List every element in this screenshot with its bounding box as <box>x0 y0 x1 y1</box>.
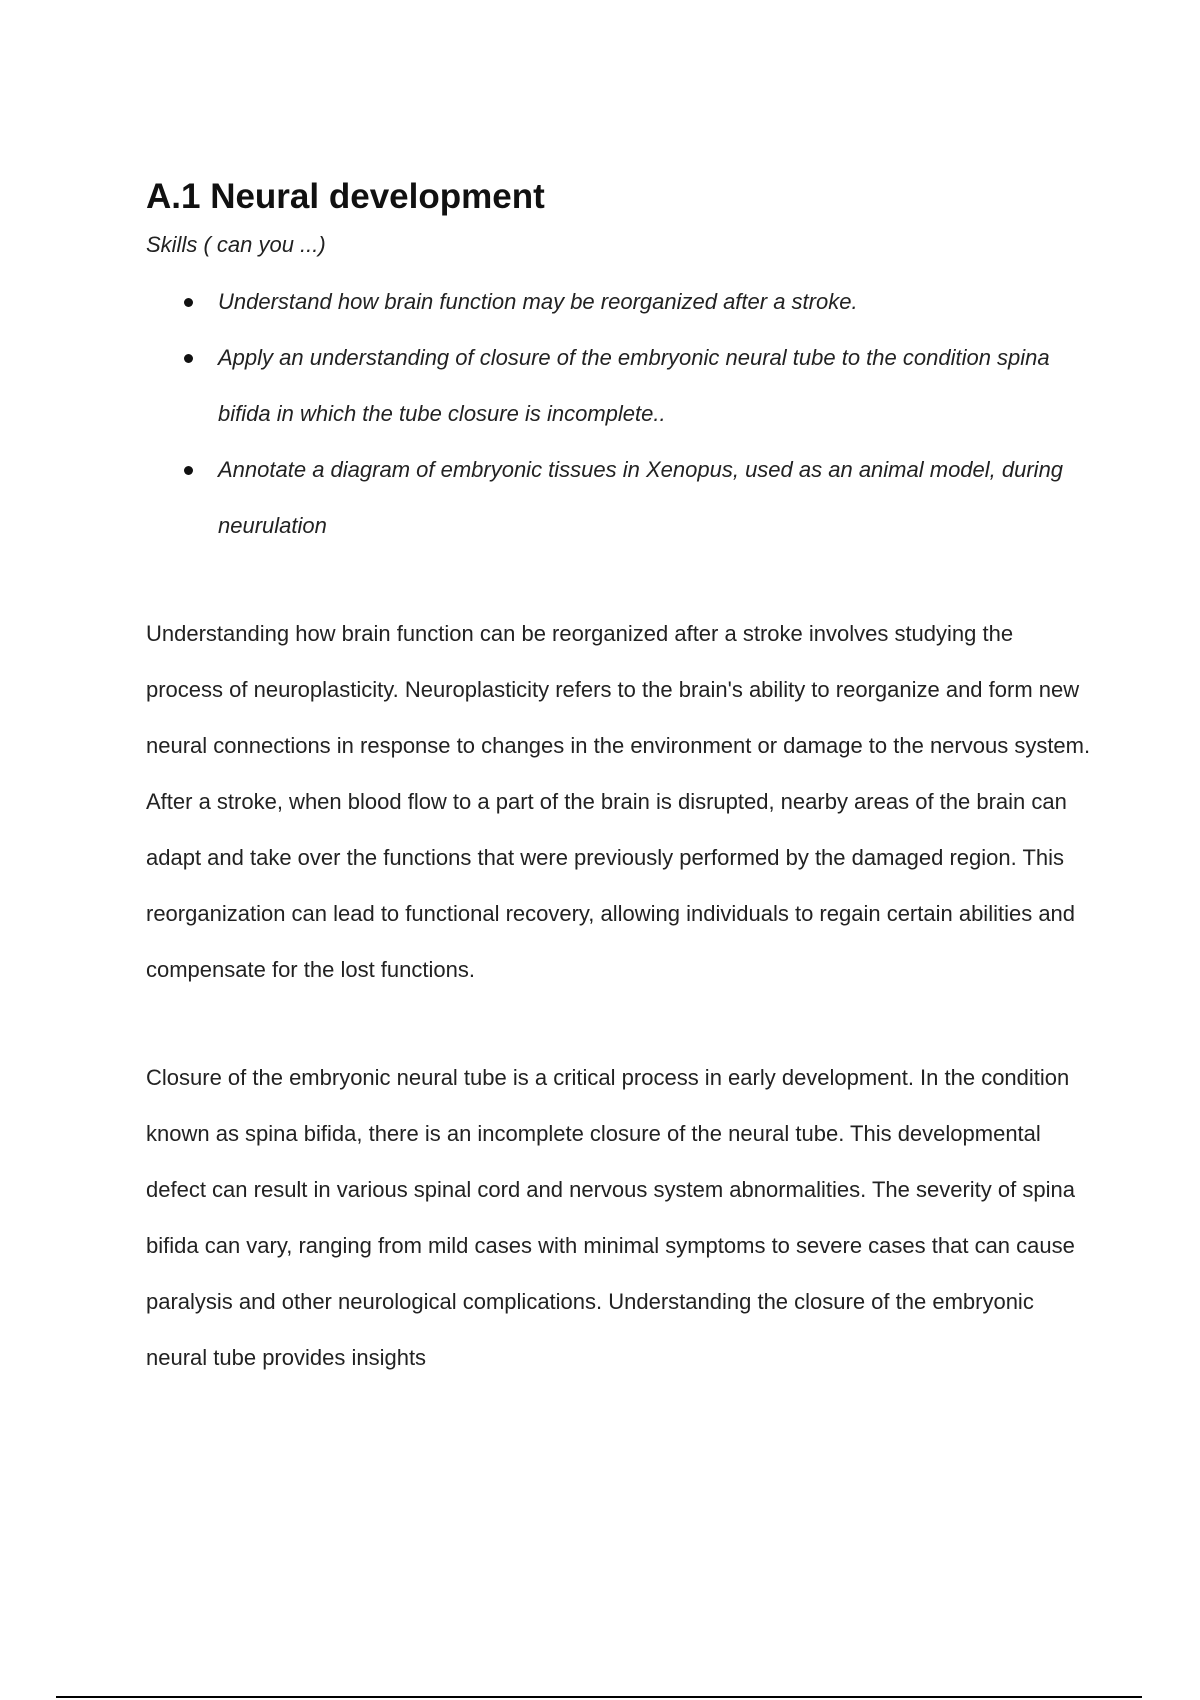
skills-list <box>146 274 1096 554</box>
page-title: A.1 Neural development <box>146 177 545 216</box>
bullet-icon <box>184 298 193 307</box>
bullet-icon <box>184 466 193 475</box>
skills-list-item <box>146 274 1096 330</box>
skills-list-item <box>146 330 1096 442</box>
body-paragraph-spina-bifida: Closure of the embryonic neural tube is a critical process in early development. In the condition known as spina bifida, there is an incomplete closure of the neural tube. This developmental defect can result in various spinal cord and nervous system abnormalities. The severity of spina bifida can vary, ranging from mild cases with minimal symptoms to severe cases that can cause paralysis and other neurological complications. Understanding the closure of the embryonic neural tube provides insights <box>146 1065 1075 1370</box>
bullet-icon <box>184 354 193 363</box>
skills-heading: Skills ( can you ...) <box>146 232 326 257</box>
document-content <box>146 174 1096 1386</box>
skills-item-text: Apply an understanding of closure of the embryonic neural tube to the condition spina bifida in which the tube closure is incomplete.. <box>218 345 1050 426</box>
body-paragraph-stroke-recovery: Understanding how brain function can be reorganized after a stroke involves studying the process of neuroplasticity. Neuroplasticity refers to the brain's ability to reorganize and form new neural connections in response to changes in the environment or damage to the nervous system. After a stroke, when blood flow to a part of the brain is disrupted, nearby areas of the brain can adapt and take over the functions that were previously performed by the damaged region. This reorganization can lead to functional recovery, allowing individuals to regain certain abilities and compensate for the lost functions. <box>146 621 1091 982</box>
skills-item-text: Annotate a diagram of embryonic tissues in Xenopus, used as an animal model, during neurulation <box>218 457 1064 538</box>
page-bottom-divider <box>56 1696 1142 1698</box>
skills-item-text: Understand how brain function may be reorganized after a stroke. <box>218 289 858 314</box>
skills-list-item <box>146 442 1096 554</box>
